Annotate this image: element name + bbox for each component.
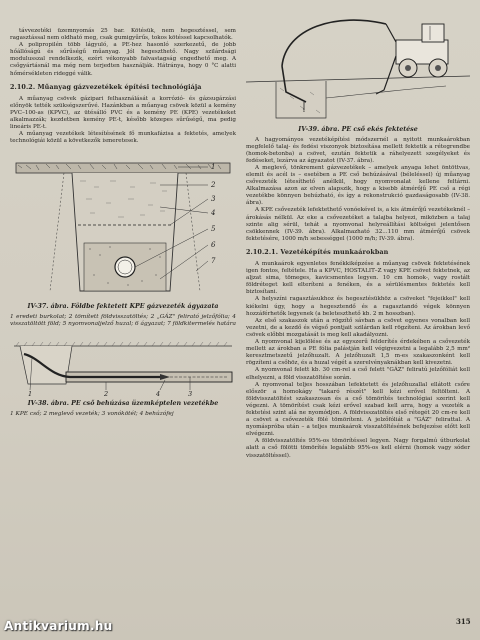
figure-iv-37-trench-cross-section: [10, 151, 236, 301]
paragraph: A helyszíni ragasztásukhoz és hegesztésükhöz a csöveket "fejeikkel" kell kiékelni úgy, hogy a hegesztendő és a ragasztandó végek könnyen hozzáférhetők legyenek (a beleteszthető kb. 2 m hosszban).: [246, 296, 470, 317]
figure-caption: IV-37. ábra. Földbe fektetett KPE gázvezeték ágyazata: [27, 303, 219, 311]
figure-caption: IV-38. ábra. PE cső behúzása üzemképtelen vezetékbe: [27, 400, 219, 408]
paragraph: A nyomvonal felett kb. 30 cm-rel a cső felett "GÁZ" feliratú jelzőfóliát kell elhelyezni, a föld visszatöltése során.: [246, 367, 470, 381]
section-heading: 2.10.2. Műanyag gázvezetékek építési technológiája: [10, 82, 202, 91]
figure-number-label: 4: [211, 209, 216, 218]
paragraph: Az első szakaszok után a rögzítő sávban a csövet egyenes vonalban kell vezetni, de a kezdő és végső pontjait szilárdan kell rögzíteni. Az árokban levő csövek előbbi mozgatását is meg kell akadályozni.: [246, 317, 470, 338]
page-number: 315: [456, 617, 471, 626]
figure-number-label: 5: [211, 225, 216, 234]
paragraph: A munkaárok egyenletes fenékkiképzése a műanyag csövek fektetésének igen fontos, feltétele. Ha a KPVC, HOSTALIT–Z vagy KPE csövet fektetnek, az aljzat sima, tömeges, kavicsmentes legyen. 10 cm homok-, vagy rostált földréteget kell elteríteni a fenéken, és a sérülésmentes fektetés kell biztosítani.: [246, 261, 470, 296]
figure-number-label: 6: [211, 241, 216, 250]
paragraph: A földvisszatöltés 95%-os tömörítéssel legyen. Nagy forgalmú útburkolat alatt a cső fölötti tömörítés legalább 95%-os kell elérni (homok vagy sóder visszatöltéssel).: [246, 438, 470, 459]
paragraph: A nyomvonal teljes hosszában lefektetett és jelzőhuzallal ellátott csőre először a homokágy "takaró részét" kell kézi erővel feltölteni. A földvisszatöltést szakaszosan és a cső tömörítés technológiai szerint kell végezni. A tömörítést csak kézi erővel szabad kell arra, hogy a vezeték a fektetési szint alá ne nyomódjon. A földvisszatöltés első rétegét 20 cm-re kell a csövet a csővezeték fölé tömöríteni. A jelzőfóliát a "GÁZ" felirattal. A nyomáspróba után – a teljes munkaárok visszatöltésének befejezése előtt kell elvégezni.: [246, 381, 470, 438]
figure-number-label: 3: [188, 390, 193, 399]
figure-number-label: 4: [156, 390, 161, 399]
figure-number-label: 7: [211, 257, 216, 266]
left-column: [10, 28, 236, 422]
section-heading: 2.10.2.1. Vezetéképítés munkaárokban: [246, 247, 389, 256]
paragraph: A műanyag vezetékek létesítésének fő munkafázisa a fektetés, amelyek technológiái közül a következők ismeretesek.: [10, 131, 236, 145]
figure-number-label: 2: [211, 181, 216, 190]
figure-number-label: 1: [302, 108, 306, 114]
figure-legend: 1 eredeti burkolat; 2 tömített földvisszatöltés; 2 „GÁZ" felirató jelzőfólia; 4 visszatöltött föld; 5 nyomvonaljelző huzal; 6 ágyazat; 7 földkitermelés határa: [10, 313, 236, 328]
paragraph: A műanyag csövek gázipari felhasználását a korrózió- és gázsugárzási előnyök tették szükségszerűvé. Hazánkban a műanyag csövek közül a kemény PVC–100-as (KPVC), az ütésálló PVC és a kemény PE (KPE) vezetékeket alkalmazzák; kezdetben kemény PE-t, később közepes sűrűségű, ma pedig lineáris PE-t.: [10, 95, 236, 131]
figure-number-label: 1: [211, 163, 216, 172]
paragraph: A hagyományos vezetéképítési módszernél a nyitott munkaárokban megfelelő talaj- és fedési viszonyok biztosítása mellett fektetik a rétegrendbe (homok-betonba) a csövet, ezután fektetik a ráhelyezett szegélyeket és fedéseket, lezárva az ágyazatot (IV-37. ábra).: [246, 136, 470, 164]
figure-legend: 1 KPE cső; 2 meglevő vezeték; 3 vonókötél; 4 behúzófej: [10, 410, 174, 417]
figure-iv-39-plough-laying: [246, 6, 470, 124]
paragraph: A meglevő, tönkrement gázvezetékek – amelyek anyaga lehet öntöttvas, elemit és acél is – esetében a PE cső behúzásával (béleléssel) új műanyag csővezeték létesíthető anélkül, hogy nyomvonalat kellene feltárni. Alkalmazása azon az elven alapszik, hogy a kisebb átmérőjű PE cső a régi vezetékbe könnyen behúzható, és így a rekonstrukció gazdaságosabb (IV-38. ábra).: [246, 164, 470, 207]
watermark: Antikvarium.hu: [4, 619, 113, 633]
figure-number-label: 3: [211, 195, 216, 204]
paragraph: A KPE csővezeték lefektethető vonóekével is, a kis átmérőjű vezetékeknél – árokásás nélkül. Az eke a csővezetéket a talajba helyezi, miközben a talaj szinte alig sérül, tehát a nyomvonal helyreállítási költségei jelentősen csökkennek (IV-39. ábra). Alkalmazható 32...110 mm átmérőjű csövek fektetésére, 1000 m/h sebességgel (1000 m/h; IV-39. ábra).: [246, 207, 470, 242]
figure-caption: IV-39. ábra. PE cső ekés fektetése: [298, 126, 418, 133]
paragraph: távvezetéki üzemnyomás 25 bar. Kötésük, nem hegesztéssel, sem ragasztással nem oldható meg, csak gumigyűrűs, tokos kötéssel kapcsolhatók.: [10, 28, 236, 42]
figure-number-label: 1: [28, 390, 33, 399]
figure-number-label: 2: [104, 390, 109, 399]
right-column: [246, 6, 470, 460]
figure-iv-38-pipe-insertion: [10, 332, 236, 398]
paragraph: A nyomvonal kijelölése és az egyszerű felderítés érdekében a csővezeték mellett az árokban a PE fólia palástján kell végigvezetni a legalább 2,5 mm² keresztmetszetű jelzőhuzalt. A jelzőhuzalt 1,5 m-es szakaszonként kell rögzíteni a csőhöz, és a huzal végét a szerelvényaknákban kell kivezetni.: [246, 339, 470, 367]
paragraph: A polipropilén több lágyuló, a PE-hez hasonló szerkezetű, de jobb hőállóságú és sűrűségű műanyag. Jól hegeszthető. Nagy szilárdsági modulusszal rendelkezik, ezért vékonyabb falvastagság engedhető meg. A csőgyártásnál ma még nem terjedten használják. Hátránya, hogy 0 °C alatti hőmérsékleten rideggé válik.: [10, 42, 236, 77]
